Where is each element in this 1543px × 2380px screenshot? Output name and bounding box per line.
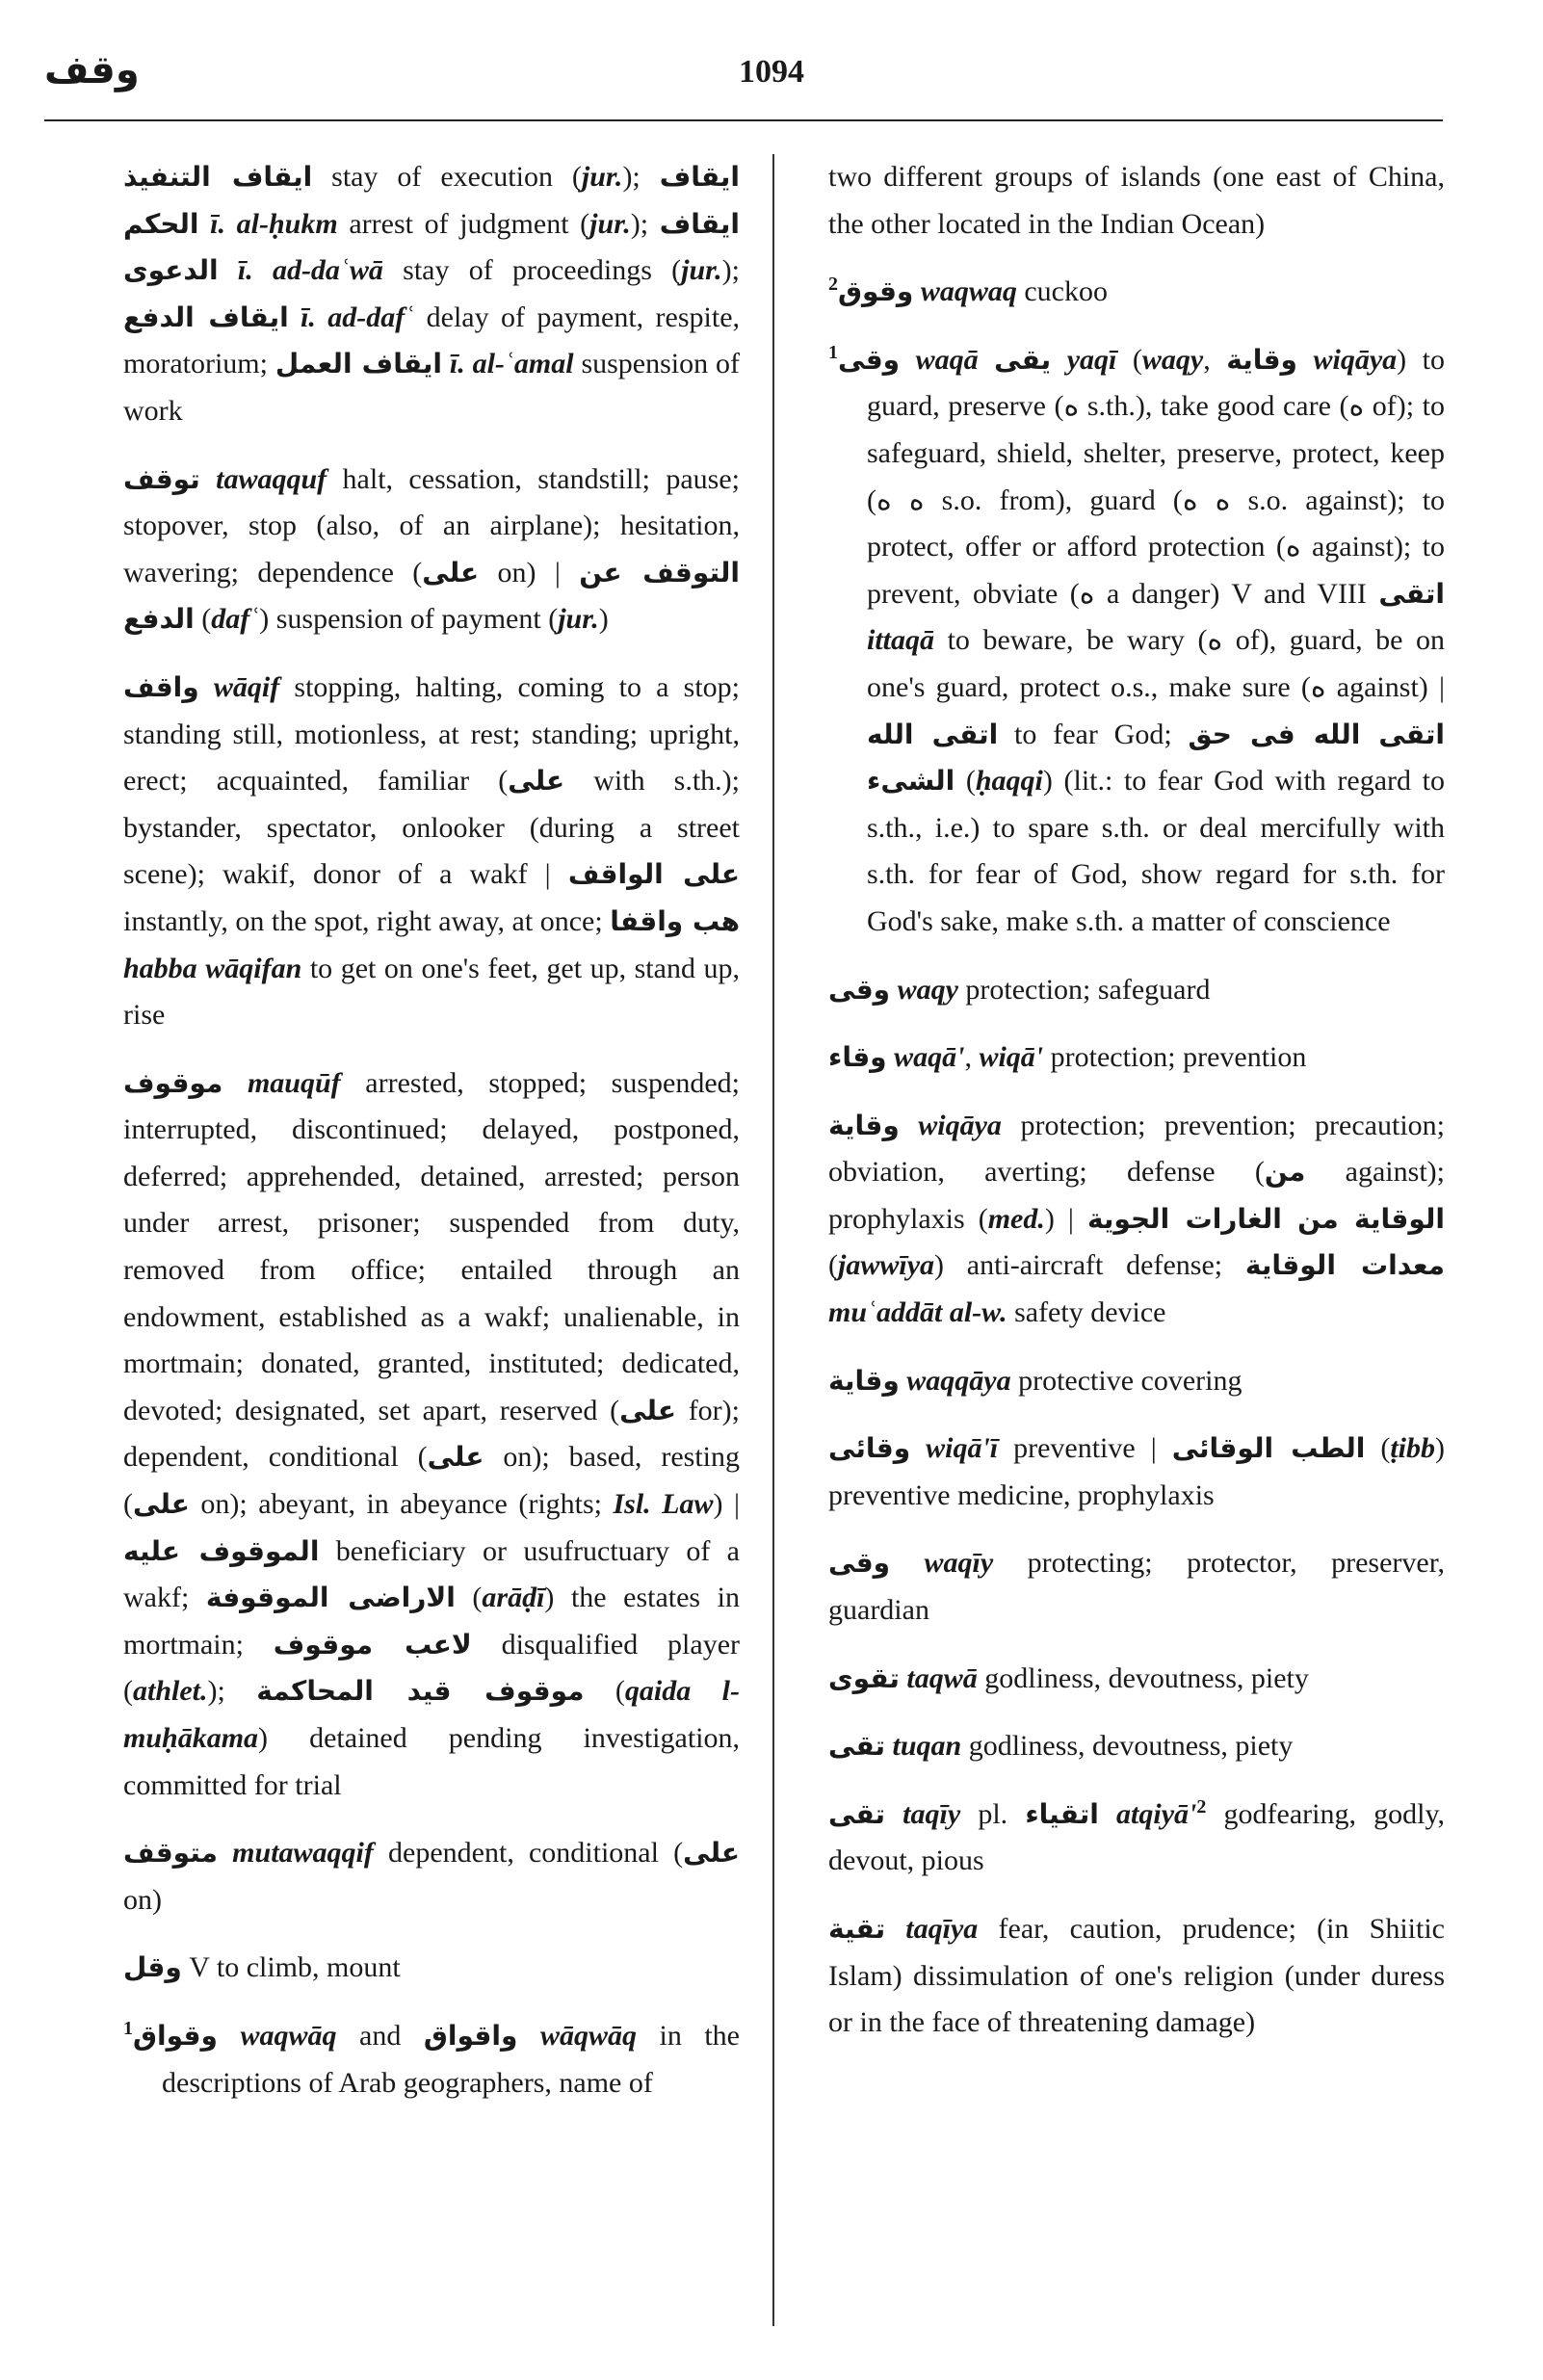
transliteration: jur. (581, 161, 623, 193)
arabic-term: توقف (123, 462, 200, 495)
definition-text (442, 348, 450, 379)
dictionary-entry (828, 1425, 1445, 1519)
transliteration: tuqan (892, 1730, 962, 1763)
arabic-term: وقى (838, 343, 901, 376)
transliteration: jur. (558, 603, 599, 636)
definition-text: ); (721, 254, 740, 287)
definition-text (913, 275, 921, 307)
transliteration: ḥaqqi (975, 765, 1043, 798)
arabic-term: وقل (123, 1951, 182, 1984)
definition-text: on) | (479, 556, 580, 588)
definition-text (199, 208, 211, 240)
definition-text: protective covering (1010, 1364, 1242, 1397)
definition-text (200, 463, 216, 495)
definition-text: to beware, be wary (ه of), guard, be on one's guard, protect o.s., make sure (ه against) | (867, 624, 1445, 703)
transliteration: taqīya (905, 1913, 979, 1945)
definition-text (900, 344, 916, 376)
arabic-term: وقائى (828, 1432, 911, 1465)
definition-text: fear, caution, prudence; (in Shiitic Islam) dissimulation of one's religion (under duress or in the face of threatening damage) (828, 1913, 1445, 2039)
definition-text: protection; prevention (1043, 1041, 1307, 1074)
root-heading-arabic: وقف (44, 48, 140, 92)
transliteration: mutawaqqif (232, 1837, 374, 1870)
definition-text (1051, 344, 1067, 376)
definition-text: ( (955, 765, 976, 798)
transliteration: mauqūf (247, 1066, 341, 1099)
transliteration: wāqwāq (539, 2019, 637, 2052)
definition-text: ) preventive medicine, prophylaxis (828, 1432, 1445, 1511)
dictionary-entry (828, 1656, 1445, 1703)
definition-text: protecting; protector, preserver, guardian (828, 1547, 1445, 1627)
arabic-term: وقى (828, 1547, 891, 1580)
definition-text (910, 1432, 926, 1464)
arabic-term: وقى (828, 973, 891, 1006)
transliteration: atqiyā' (1116, 1797, 1197, 1830)
definition-text: halt, cessation, standstill; pause; stopover, stop (also, of an airplane); hesitation, wavering; dependence ( (123, 462, 740, 588)
arabic-term: هب واقفا (610, 904, 740, 937)
arabic-term: موقوف (123, 1066, 223, 1099)
definition-text: godliness, devoutness, piety (961, 1730, 1294, 1763)
transliteration: muʿaddāt al-w. (828, 1296, 1007, 1329)
transliteration: athlet. (133, 1675, 208, 1708)
definition-text (885, 1913, 905, 1945)
arabic-term: تقى (828, 1730, 885, 1763)
definition-text: ) (lit.: to fear God with regard to s.th., i.e.) to spare s.th. or deal mercifully with s.th. for fear of God, show regard for s.th. for God's sake, make s.th. a matter of conscience (867, 765, 1445, 937)
arabic-term: ايقاف الدفع (123, 301, 289, 333)
arabic-term: موقوف قيد المحاكمة (256, 1675, 585, 1708)
dictionary-entry (123, 2013, 740, 2106)
transliteration: wāqif (213, 670, 280, 703)
arabic-term: من (1264, 1156, 1306, 1189)
definition-text: , (1203, 343, 1227, 376)
dictionary-entry (123, 1060, 740, 1810)
definition-text (1099, 1798, 1116, 1830)
arabic-term: الموقوف عليه (123, 1534, 320, 1567)
arabic-term: الوقاية من الغارات الجوية (1086, 1202, 1445, 1235)
arabic-term: على (683, 1837, 740, 1870)
definition-text (218, 2020, 241, 2052)
definition-text: ) | (1044, 1202, 1087, 1235)
arabic-term: اتقى (1378, 577, 1446, 610)
definition-text: ( (455, 1582, 483, 1614)
definition-text: stay of execution ( (312, 161, 582, 193)
definition-text: two different groups of islands (one east of China, the other located in the Indian Ocean) (828, 161, 1445, 240)
transliteration: wiqā' (979, 1041, 1044, 1074)
definition-text (1297, 344, 1314, 376)
transliteration: jur. (681, 254, 722, 287)
definition-text (887, 1041, 895, 1073)
homonym-number: 1 (828, 341, 838, 363)
arabic-term: اتقى الله (867, 718, 999, 750)
definition-text: suspension of work (123, 348, 741, 427)
definition-text: preventive | (998, 1432, 1172, 1465)
definition-text (885, 1798, 902, 1830)
transliteration: waqā' (894, 1041, 965, 1074)
arabic-term: اتقى الله فى حق الشىء (867, 718, 1445, 798)
definition-text: ( (194, 603, 212, 636)
definition-text (890, 974, 898, 1006)
definition-text: ( (584, 1675, 625, 1708)
dictionary-entry (828, 1540, 1445, 1634)
definition-text: dependent, conditional ( (373, 1837, 684, 1870)
homonym-number: 2 (828, 274, 838, 296)
definition-text (890, 1547, 924, 1579)
arabic-term: يقى (994, 343, 1052, 376)
dictionary-entry (123, 1830, 740, 1923)
transliteration: waqā (915, 343, 979, 376)
definition-text: on); abeyant, in abeyance (rights; (189, 1488, 614, 1521)
definition-text: safety device (1007, 1296, 1166, 1329)
transliteration: wiqāya (918, 1109, 1002, 1141)
definition-text (219, 254, 238, 286)
transliteration: ī. al-ḥukm (210, 207, 338, 240)
definition-text: ); (622, 161, 660, 193)
dictionary-entry (828, 1358, 1445, 1405)
arabic-term: تقوى (828, 1661, 900, 1694)
arabic-term: متوقف (123, 1837, 218, 1870)
transliteration: taqwā (906, 1661, 978, 1694)
definition-text: to fear God; (998, 718, 1189, 750)
arabic-term: معدات الوقاية (1244, 1249, 1446, 1282)
dictionary-entry (828, 967, 1445, 1014)
definition-text: beneficiary or usufructuary of a wakf; (123, 1534, 740, 1614)
definition-text: , (964, 1041, 980, 1074)
arabic-term: واقف (123, 670, 199, 703)
transliteration: Isl. Law (613, 1488, 714, 1521)
homonym-number: 1 (123, 2017, 133, 2039)
definition-text: ) anti-aircraft defense; (934, 1249, 1245, 1282)
arabic-term: وقوق (838, 275, 914, 308)
definition-text: ) suspension of payment ( (259, 603, 559, 636)
arabic-term: وقاء (828, 1041, 887, 1074)
dictionary-entry (828, 154, 1445, 248)
definition-text: ); (630, 207, 660, 240)
definition-text: protection; prevention; precaution; obviation, averting; defense ( (828, 1109, 1446, 1189)
definition-text: ) to guard, preserve (ه s.th.), take good care (ه of); to safeguard, shield, shelter, preserve, protect, keep (ه ه s.o. from), guard (ه ه s.o. against); to protect, offer or afford protection (ه against); to prevent, obviate (ه a danger) V and VIII (867, 343, 1446, 610)
arabic-term: ايقاف الدعوى (123, 207, 740, 287)
arabic-term: التوقف عن الدفع (123, 556, 740, 636)
dictionary-entry (828, 1792, 1445, 1885)
transliteration: waqqāya (906, 1364, 1011, 1397)
transliteration: wiqā'ī (926, 1432, 999, 1465)
arabic-term: وقاية (828, 1364, 900, 1397)
arabic-term: واقواق (423, 2019, 518, 2052)
transliteration: arāḍī (482, 1582, 545, 1614)
transliteration: wiqāya (1313, 343, 1398, 376)
arabic-term: تقية (828, 1913, 886, 1945)
column-divider (772, 154, 774, 2326)
transliteration: taqīy (902, 1797, 961, 1830)
transliteration: dafʿ (211, 603, 260, 636)
right-column (828, 154, 1445, 2068)
definition-text (222, 1067, 248, 1099)
transliteration: ṭibb (1390, 1432, 1435, 1465)
transliteration: med. (987, 1202, 1045, 1235)
definition-text (885, 1730, 893, 1762)
page-number: 1094 (739, 54, 804, 90)
definition-text (900, 1110, 919, 1141)
definition-text: on) (123, 1883, 162, 1916)
transliteration: waqy (1141, 343, 1204, 376)
arabic-term: وقاية (1226, 343, 1297, 376)
definition-text: cuckoo (1016, 275, 1108, 308)
definition-text (218, 1837, 232, 1869)
definition-text: stopping, halting, coming to a stop; standing still, motionless, at rest; standing; upright, erect; acquainted, familiar ( (123, 670, 740, 798)
transliteration: habba wāqifan (123, 952, 302, 984)
dictionary-entry (123, 665, 740, 1039)
definition-text: ( (1365, 1432, 1391, 1465)
page-header (0, 0, 1543, 121)
transliteration: waqwāq (240, 2019, 337, 2052)
definition-text: disqualified player ( (123, 1628, 740, 1708)
dictionary-entry (828, 1723, 1445, 1770)
transliteration: jawwīya (838, 1249, 935, 1282)
definition-text: godliness, devoutness, piety (977, 1661, 1309, 1694)
arabic-term: الاراضى الموقوفة (205, 1582, 456, 1614)
definition-text (199, 671, 214, 703)
definition-text: stay of proceedings ( (382, 254, 682, 287)
dictionary-entry (828, 1034, 1445, 1082)
definition-text: godfearing, godly, devout, pious (828, 1797, 1446, 1877)
arabic-term: على الواقف (567, 858, 740, 891)
dictionary-entry (123, 154, 740, 435)
transliteration: yaqī (1066, 343, 1117, 376)
definition-text: on); based, resting ( (123, 1441, 740, 1521)
arabic-term: على (422, 556, 480, 588)
dictionary-entry (828, 1906, 1445, 2047)
definition-text: protection; safeguard (957, 973, 1211, 1006)
definition-text (289, 301, 301, 333)
dictionary-entry (828, 337, 1445, 946)
dictionary-entry (123, 1945, 740, 1992)
transliteration: qaida l-muḥākama (123, 1675, 740, 1754)
arabic-term: على (619, 1394, 676, 1426)
arabic-term: وقاية (828, 1109, 900, 1141)
arabic-term: على (508, 765, 565, 798)
definition-text: arrest of judgment ( (337, 207, 590, 240)
dictionary-entry (123, 457, 740, 643)
dictionary-entry (828, 1103, 1445, 1337)
definition-text: ); (207, 1675, 257, 1708)
definition-text: ) | (713, 1488, 740, 1521)
definition-text: against); prophylaxis ( (828, 1156, 1445, 1235)
definition-text: delay of payment, respite, moratorium; (123, 301, 741, 380)
arabic-term: ايقاف التنفيذ (123, 161, 313, 193)
transliteration: ittaqā (867, 624, 935, 657)
definition-text: ) (598, 603, 609, 636)
arabic-term: ايقاف العمل (275, 348, 442, 380)
definition-text: instantly, on the spot, right away, at once; (123, 904, 611, 937)
transliteration: ī. ad-daʿwā (237, 254, 383, 287)
header-rule (44, 119, 1443, 121)
definition-text: ( (1116, 343, 1142, 376)
definition-text: to get on one's feet, get up, stand up, rise (123, 952, 740, 1032)
definition-text: ( (828, 1249, 838, 1282)
transliteration: ī. al-ʿamal (449, 348, 574, 380)
definition-text: V to climb, mount (181, 1951, 401, 1984)
arabic-term: وقواق (133, 2019, 218, 2052)
transliteration: waqīy (924, 1547, 994, 1580)
arabic-term: لاعب موقوف (273, 1628, 472, 1661)
definition-text: arrested, stopped; suspended; interrupted, discontinued; delayed, postponed, deferred; apprehended, detained, arrested; person under arrest, prisoner; suspended from duty, removed from office; entailed through an endowment, established as a wakf; unalienable, in mortmain; donated, granted, instituted; dedicated, devoted; designated, set apart, reserved ( (123, 1066, 740, 1426)
definition-text (979, 344, 995, 376)
definition-text: ) the estates in mortmain; (123, 1582, 740, 1661)
homonym-number: 2 (1196, 1795, 1207, 1818)
definition-text: in the descriptions of Arab geographers, name of (162, 2019, 741, 2099)
transliteration: waqwaq (920, 275, 1017, 308)
arabic-term: الطب الوقائى (1171, 1432, 1366, 1465)
arabic-term: تقى (828, 1797, 885, 1830)
transliteration: tawaqquf (216, 462, 327, 495)
definition-text (517, 2020, 540, 2052)
transliteration: ī. ad-dafʿ (301, 301, 415, 333)
transliteration: waqy (897, 973, 958, 1006)
definition-text: with s.th.); bystander, spectator, onlooker (during a street scene); wakif, donor of a wakf | (123, 765, 741, 891)
left-column (123, 154, 740, 2128)
arabic-term: ايقاف الحكم (123, 161, 741, 240)
definition-text: pl. (960, 1797, 1026, 1830)
definition-text: and (336, 2019, 424, 2052)
dictionary-entry (828, 269, 1445, 316)
arabic-term: على (427, 1441, 484, 1474)
arabic-term: على (133, 1488, 190, 1521)
arabic-term: اتقياء (1025, 1797, 1099, 1830)
transliteration: jur. (589, 207, 631, 240)
definition-text: for); dependent, conditional ( (123, 1394, 740, 1474)
definition-text: ) detained pending investigation, committed for trial (123, 1722, 740, 1801)
